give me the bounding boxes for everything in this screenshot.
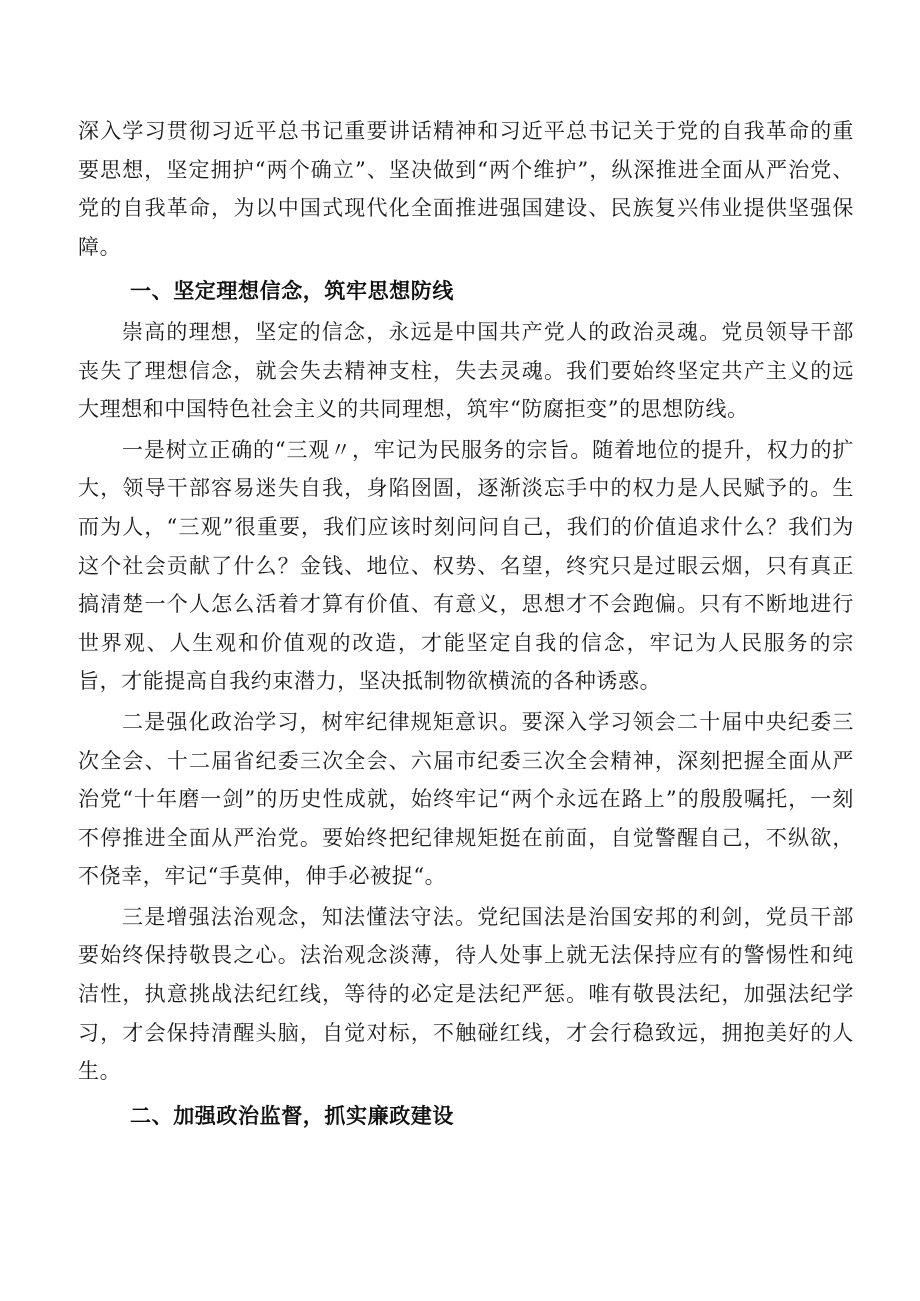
intro-paragraph: 深入学习贯彻习近平总书记重要讲话精神和习近平总书记关于党的自我革命的重要思想，坚定拥护“两个确立”、坚决做到“两个维护”，纵深推进全面从严治党、党的自我革命，为以中国式现代化全面推进强国建设、民族复兴伟业提供坚强保障。 xyxy=(78,119,854,259)
paragraph-ideals: 崇高的理想，坚定的信念，永远是中国共产党人的政治灵魂。党员领导干部丧失了理想信念，就会失去精神支柱，失去灵魂。我们要始终坚定共产主义的远大理想和中国特色社会主义的共同理想，筑牢“防腐拒变”的思想防线。 xyxy=(78,319,854,422)
paragraph-political-study: 二是强化政治学习，树牢纪律规矩意识。要深入学习领会二十届中央纪委三次全会、十二届省纪委三次全会、六届市纪委三次全会精神，深刻把握全面从严治党“十年磨一剑”的历史性成就，始终牢记“两个永远在路上”的殷殷嘱托，一刻不停推进全面从严治党。要始终把纪律规矩挺在前面，自觉警醒自己，不纵欲，不侥幸，牢记“手莫伸，伸手必被捉“。 xyxy=(78,709,854,889)
section-heading-1: 一、坚定理想信念，筑牢思想防线 xyxy=(130,279,454,304)
document-body xyxy=(78,112,854,1135)
paragraph-three-views: 一是树立正确的“三观〃，牢记为民服务的宗旨。随着地位的提升，权力的扩大，领导干部容易迷失自我，身陷囹圄，逐渐淡忘手中的权力是人民赋予的。生而为人，“三观”很重要，我们应该时刻问问自己，我们的价值追求什么？我们为这个社会贡献了什么？金钱、地位、权势、名望，终究只是过眼云烟，只有真正搞清楚一个人怎么活着才算有价值、有意义，思想才不会跑偏。只有不断地进行世界观、人生观和价值观的改造，才能坚定自我的信念，牢记为人民服务的宗旨，才能提高自我约束潜力，坚决抵制物欲横流的各种诱惑。 xyxy=(78,437,854,694)
section-heading-2: 二、加强政治监督，抓实廉政建设 xyxy=(130,1103,454,1128)
paragraph-rule-of-law: 三是增强法治观念，知法懂法守法。党纪国法是治国安邦的利剑，党员干部要始终保持敬畏之心。法治观念淡薄，待人处事上就无法保持应有的警惕性和纯洁性，执意挑战法纪红线，等待的必定是法纪严惩。唯有敬畏法纪，加强法纪学习，才会保持清醒头脑，自觉对标，不触碰红线，才会行稳致远，拥抱美好的人生。 xyxy=(78,904,854,1084)
